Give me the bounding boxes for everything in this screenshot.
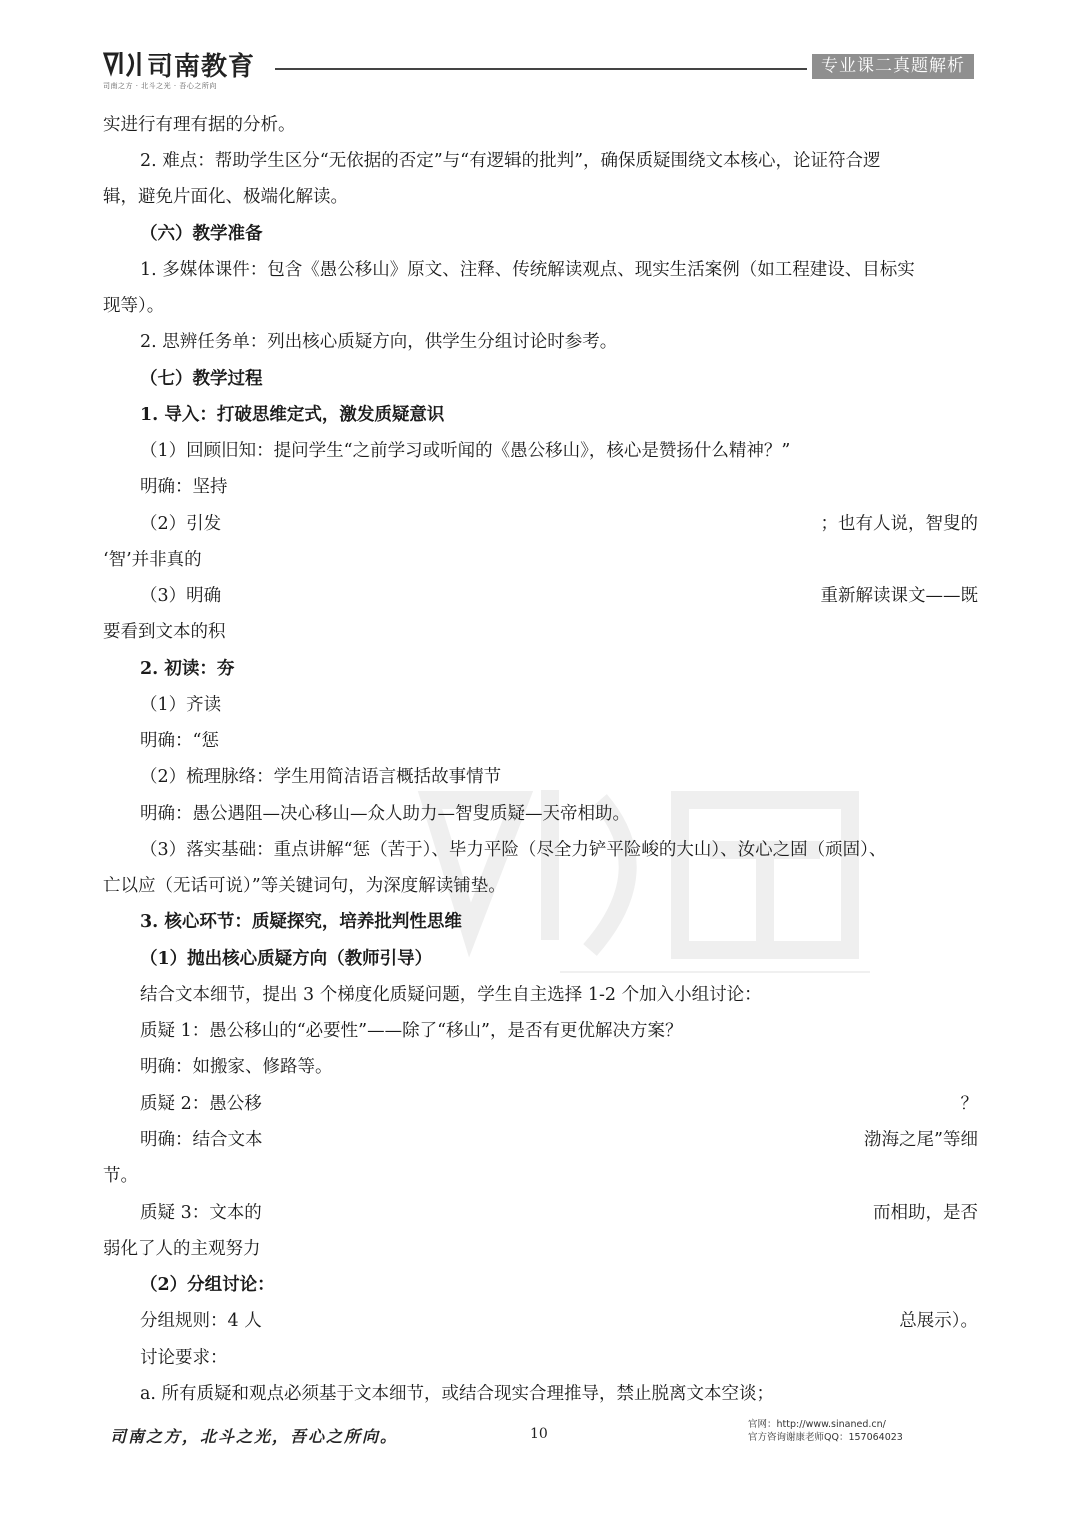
- line-tail-text: 而相助，是否: [873, 1203, 978, 1223]
- footer-qq: 官方咨询谢康老师QQ：157064023: [748, 1432, 903, 1443]
- line-text: 明确：结合文本: [140, 1130, 263, 1150]
- line-text: （2）分组讨论：: [140, 1275, 275, 1295]
- text-line: [103, 546, 202, 574]
- text-line: [140, 800, 630, 828]
- text-line: [103, 111, 296, 139]
- line-text: （2）梳理脉络：学生用简洁语言概括故事情节: [140, 767, 502, 787]
- line-tail-text: ？: [960, 1094, 978, 1114]
- line-text: （3）落实基础：重点讲解“惩（苦于）、毕力平险（尽全力铲平险峻的大山）、汝心之固（顽固）、: [140, 840, 887, 860]
- text-line: [140, 1090, 262, 1118]
- footer-website: 官网：http://www.sinaned.cn/: [748, 1419, 886, 1430]
- line-text: （2）引发: [140, 514, 222, 534]
- line-text: 2. 难点：帮助学生区分“无依据的否定”与“有逻辑的批判”，确保质疑围绕文本核心，论证符合逻: [140, 151, 881, 171]
- line-text: 质疑 2：愚公移: [140, 1094, 262, 1114]
- line-tail-text: 总展示）。: [899, 1311, 978, 1331]
- line-text: a. 所有质疑和观点必须基于文本细节，或结合现实合理推导，禁止脱离文本空谈；: [140, 1384, 775, 1404]
- line-text: 讨论要求：: [140, 1348, 228, 1368]
- line-text: 辑，避免片面化、极端化解读。: [103, 187, 348, 207]
- text-line: [140, 1053, 333, 1081]
- line-text: 要看到文本的积: [103, 622, 226, 642]
- line-text: 2. 思辨任务单：列出核心质疑方向，供学生分组讨论时参考。: [140, 332, 618, 352]
- text-line: [140, 510, 221, 538]
- section-heading: [140, 365, 263, 393]
- section-heading: [140, 220, 263, 248]
- line-text: 现等）。: [103, 296, 165, 316]
- logo-slogan: 司南之方 · 北斗之光 · 吾心之所向: [103, 82, 217, 90]
- text-line: [140, 691, 221, 719]
- line-text: （七）教学过程: [140, 369, 263, 389]
- line-text: （六）教学准备: [140, 224, 263, 244]
- line-text: 2. 初读：夯: [140, 659, 235, 679]
- section-heading: [140, 655, 234, 683]
- line-text: 质疑 3：文本的: [140, 1203, 262, 1223]
- text-line: [103, 1162, 138, 1190]
- section-heading: [140, 945, 432, 973]
- text-line: [103, 618, 226, 646]
- line-text: 明确：“惩: [140, 731, 219, 751]
- text-line: [140, 1344, 228, 1372]
- line-tail-text: 重新解读课文——既: [820, 586, 978, 606]
- header-divider: [275, 68, 807, 70]
- line-tail-text: ；也有人说，智叟的: [820, 514, 978, 534]
- text-line: [140, 328, 617, 356]
- page-header: [0, 0, 1080, 100]
- sinan-logo: [103, 44, 263, 90]
- line-text: 节。: [103, 1166, 138, 1186]
- text-line: [140, 981, 762, 1009]
- line-text: （1）抛出核心质疑方向（教师引导）: [140, 949, 433, 969]
- text-line: [140, 256, 915, 284]
- logo-text: 司南教育: [147, 52, 256, 82]
- line-text: 1. 导入：打破思维定式，激发质疑意识: [140, 405, 445, 425]
- text-line: [103, 1235, 261, 1263]
- line-tail-text: 渤海之尾”等细: [864, 1130, 978, 1150]
- text-line: [140, 1307, 262, 1335]
- text-line: [140, 1017, 682, 1045]
- text-line: [140, 763, 501, 791]
- text-line: [103, 872, 506, 900]
- line-text: 1. 多媒体课件：包含《愚公移山》原文、注释、传统解读观点、现实生活案例（如工程建设、目标实: [140, 260, 915, 280]
- line-text: 分组规则：4 人: [140, 1311, 262, 1331]
- text-line: [140, 1199, 262, 1227]
- text-line: [140, 836, 886, 864]
- line-text: 结合文本细节，提出 3 个梯度化质疑问题，学生自主选择 1-2 个加入小组讨论：: [140, 985, 762, 1005]
- section-heading: [140, 908, 462, 936]
- text-line: [140, 437, 790, 465]
- line-text: ‘智’并非真的: [103, 550, 202, 570]
- line-text: 弱化了人的主观努力: [103, 1239, 261, 1259]
- line-text: 明确：愚公遇阻—决心移山—众人助力—智叟质疑—天帝相助。: [140, 804, 630, 824]
- text-line: [140, 147, 881, 175]
- text-line: [140, 727, 219, 755]
- line-text: （3）明确: [140, 586, 222, 606]
- page-number: 10: [530, 1426, 548, 1442]
- text-line: [103, 183, 348, 211]
- line-text: 明确：如搬家、修路等。: [140, 1057, 333, 1077]
- text-line: [140, 473, 228, 501]
- text-line: [103, 292, 164, 320]
- line-text: 实进行有理有据的分析。: [103, 115, 296, 135]
- section-heading: [140, 401, 444, 429]
- line-text: 3. 核心环节：质疑探究，培养批判性思维: [140, 912, 462, 932]
- line-text: （1）齐读: [140, 695, 222, 715]
- line-text: （1）回顾旧知：提问学生“之前学习或听闻的《愚公移山》，核心是赞扬什么精神？”: [140, 441, 791, 461]
- section-badge: 专业课二真题解析: [812, 54, 974, 79]
- section-heading: [140, 1271, 275, 1299]
- text-line: [140, 1380, 774, 1408]
- line-text: 质疑 1：愚公移山的“必要性”——除了“移山”，是否有更优解决方案？: [140, 1021, 683, 1041]
- text-line: [140, 582, 221, 610]
- line-text: 亡以应（无话可说）”等关键词句，为深度解读铺垫。: [103, 876, 506, 896]
- footer-slogan: 司南之方，北斗之光，吾心之所向。: [110, 1427, 399, 1446]
- footer-contact: [748, 1418, 903, 1444]
- text-line: [140, 1126, 263, 1154]
- logo-mark-icon: [103, 50, 147, 78]
- line-text: 明确：坚持: [140, 477, 228, 497]
